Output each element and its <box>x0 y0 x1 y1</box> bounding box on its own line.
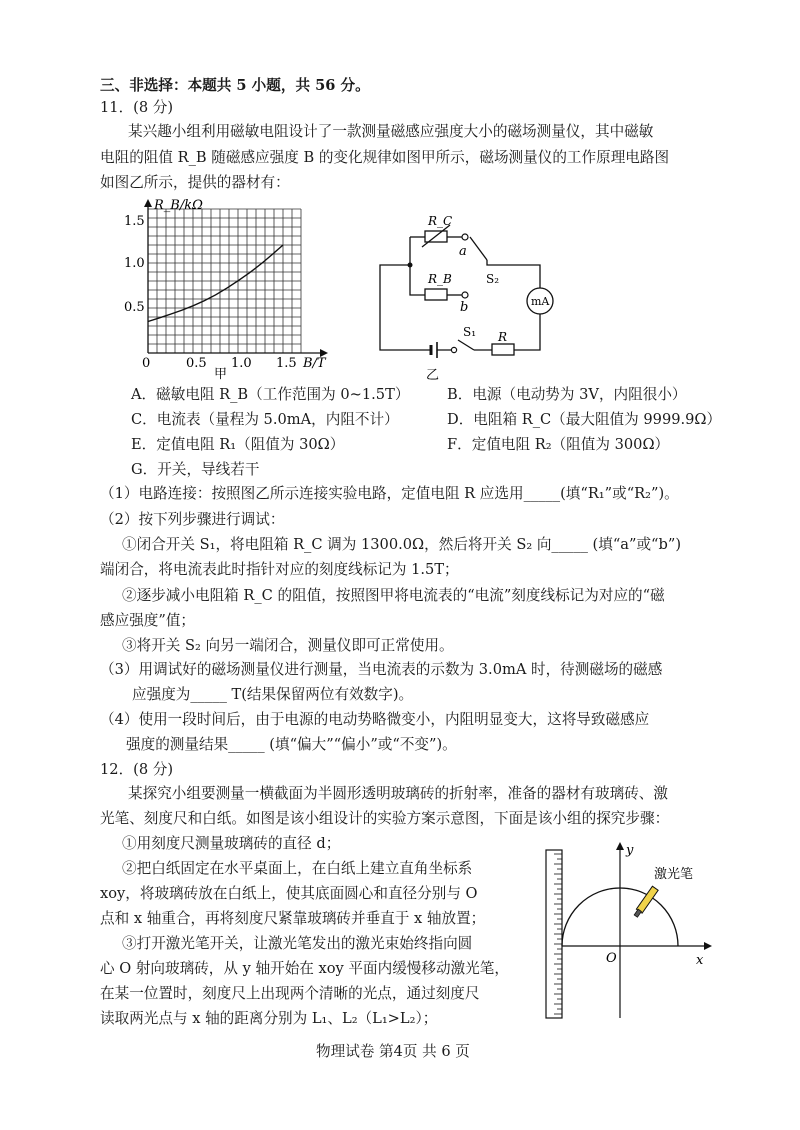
q11-part3-a: （3）用调试好的磁场测量仪进行测量，当电流表的示数为 3.0mA 时，待测磁场的磁感 <box>100 661 663 678</box>
ytick-0.5: 0.5 <box>124 300 145 315</box>
wire-ma-r <box>514 314 540 350</box>
rc-variable-arrow <box>422 225 450 247</box>
q11-intro-2: 电阻的阻值 R_B 随磁感应强度 B 的变化规律如图甲所示，磁场测量仪的工作原理电路图 <box>100 149 670 166</box>
circuit-caption: 乙 <box>426 368 440 383</box>
q12-step3-d: 读取两光点与 x 轴的距离分别为 L₁、L₂（L₁>L₂）； <box>100 1010 438 1027</box>
q12-step2-c: 点和 x 轴重合，再将刻度尺紧靠玻璃砖并垂直于 x 轴放置； <box>100 910 486 927</box>
label-s1: S₁ <box>463 325 477 339</box>
q12-figure <box>536 838 721 1020</box>
q11-intro-3: 如图乙所示，提供的器材有： <box>100 174 290 191</box>
q11-part4-a: （4）使用一段时间后，由于电源的电动势略微变小，内阻明显变大，这将导致磁感应 <box>100 711 650 728</box>
q12-step3-a: ③打开激光笔开关，让激光笔发出的激光束始终指向圆 <box>122 935 473 952</box>
q12-intro-a: 某探究小组要测量一横截面为半圆形透明玻璃砖的折射率，准备的器材有玻璃砖、激 <box>128 785 668 802</box>
ytick-1.5: 1.5 <box>124 214 145 229</box>
label-a: a <box>459 244 467 259</box>
q12-step1: ①用刻度尺测量玻璃砖的直径 d； <box>122 835 341 852</box>
xtick-0.5: 0.5 <box>186 356 207 371</box>
junction-node <box>408 263 413 268</box>
resistor-rb <box>425 289 447 300</box>
label-rb: R_B <box>428 272 452 286</box>
rb-curve <box>148 245 283 322</box>
graph-caption: 甲 <box>214 367 228 380</box>
xtick-1.5: 1.5 <box>276 356 297 371</box>
material-a: A．磁敏电阻 R_B（工作范围为 0~1.5T） <box>131 386 410 403</box>
q11-header: 11．(8 分) <box>100 99 174 116</box>
laser-tip <box>634 909 641 917</box>
section-title: 三、非选择：本题共 5 小题，共 56 分。 <box>100 77 370 94</box>
graph-jia <box>110 195 350 380</box>
q11-intro-1: 某兴趣小组利用磁敏电阻设计了一款测量磁感应强度大小的磁场测量仪，其中磁敏 <box>128 123 654 140</box>
q11-part1: （1）电路连接：按照图乙所示连接实验电路，定值电阻 R 应选用_____(填“R₁”或“R₂”)。 <box>100 485 679 502</box>
q11-step1-a: ①闭合开关 S₁，将电阻箱 R_C 调为 1300.0Ω，然后将开关 S₂ 向_____ (填“a”或“b”) <box>122 536 682 553</box>
fig-o-label: O <box>606 951 617 966</box>
page-footer: 物理试卷 第4页 共 6 页 <box>316 1043 470 1060</box>
fig-laser-label: 激光笔 <box>654 867 694 882</box>
xtick-1.0: 1.0 <box>231 356 252 371</box>
q12-intro-b: 光笔、刻度尺和白纸。如图是该小组设计的实验方案示意图，下面是该小组的探究步骤： <box>100 810 670 827</box>
terminal-a <box>462 234 468 240</box>
graph-ylabel: R_B/kΩ <box>154 198 203 213</box>
q11-step1-b: 端闭合，将电流表此时指针对应的刻度线标记为 1.5T； <box>100 561 459 578</box>
y-axis-arrow <box>144 199 152 207</box>
circuit-yi <box>370 205 570 385</box>
label-rc: R_C <box>428 214 453 228</box>
terminal-b <box>462 292 468 298</box>
graph-grid <box>148 209 301 353</box>
material-b: B．电源（电动势为 3V，内阻很小） <box>447 386 687 403</box>
q11-step2-a: ②逐步减小电阻箱 R_C 的阻值，按照图甲将电流表的“电流”刻度线标记为对应的“磁 <box>122 587 665 604</box>
q12-step2-b: xoy，将玻璃砖放在白纸上，使其底面圆心和直径分别与 O <box>100 885 478 902</box>
ytick-1.0: 1.0 <box>124 256 145 271</box>
label-r: R <box>498 330 508 344</box>
x-axis-arrow <box>704 942 712 950</box>
q12-step3-b: 心 O 射向玻璃砖，从 y 轴开始在 xoy 平面内缓慢移动激光笔， <box>100 960 509 977</box>
material-d: D．电阻箱 R_C（最大阻值为 9999.9Ω） <box>447 411 722 428</box>
resistor-r <box>492 344 514 355</box>
y-axis-arrow <box>616 842 624 850</box>
q12-step2-a: ②把白纸固定在水平桌面上，在白纸上建立直角坐标系 <box>122 860 473 877</box>
q11-part2-title: （2）按下列步骤进行调试： <box>100 511 285 528</box>
q11-part4-b: 强度的测量结果_____ (填“偏大”“偏小”或“不变”)。 <box>126 736 457 753</box>
label-b: b <box>460 300 469 315</box>
material-g: G．开关，导线若干 <box>131 461 260 478</box>
q11-part3-b: 应强度为_____ T(结果保留两位有效数字)。 <box>132 686 414 703</box>
xtick-0: 0 <box>142 356 151 371</box>
laser-pen <box>633 886 658 918</box>
switch-s2-blade <box>470 237 487 260</box>
label-s2: S₂ <box>486 272 500 286</box>
label-ma: mA <box>531 295 550 308</box>
material-e: E．定值电阻 R₁（阻值为 30Ω） <box>131 436 345 453</box>
switch-s1-blade <box>458 340 474 350</box>
graph-xlabel: B/T <box>303 356 326 371</box>
q12-step3-c: 在某一位置时，刻度尺上出现两个清晰的光点，通过刻度尺 <box>100 985 480 1002</box>
q11-step2-b: 感应强度”值； <box>100 612 196 629</box>
q11-step3: ③将开关 S₂ 向另一端闭合，测量仪即可正常使用。 <box>122 637 454 654</box>
material-c: C．电流表（量程为 5.0mA，内阻不计） <box>131 411 399 428</box>
material-f: F．定值电阻 R₂（阻值为 300Ω） <box>447 436 670 453</box>
terminal-s1 <box>451 347 456 352</box>
fig-y-label: y <box>626 843 634 858</box>
q12-header: 12．(8 分) <box>100 761 174 778</box>
fig-x-label: x <box>696 953 704 968</box>
wire-battery-left <box>380 265 431 350</box>
